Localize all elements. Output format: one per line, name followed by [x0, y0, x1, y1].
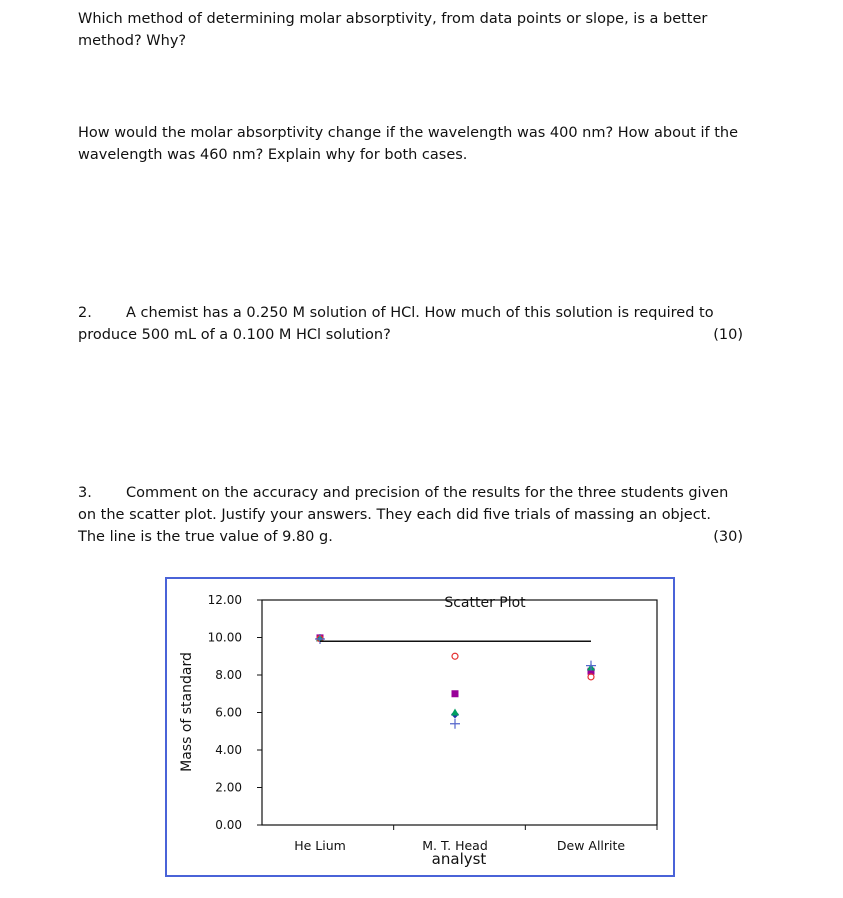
- y-tick-label: 10.00: [207, 630, 242, 645]
- y-tick-label: 12.00: [207, 593, 242, 607]
- y-axis-ticks: [208, 593, 262, 832]
- scatter-chart: [165, 577, 675, 877]
- question-3: [78, 482, 743, 548]
- question-number: 2.: [78, 305, 92, 321]
- y-tick-label: 4.00: [215, 743, 242, 757]
- question-text: on the scatter plot. Justify your answers. They each did five trials of massing an object.: [78, 507, 711, 523]
- y-tick-label: 0.00: [215, 818, 242, 832]
- question-number: 3.: [78, 485, 92, 501]
- question-2: [78, 302, 743, 346]
- question-text: produce 500 mL of a 0.100 M HCl solution?: [78, 327, 391, 343]
- question-points: (30): [713, 529, 743, 545]
- question-text: Comment on the accuracy and precision of the results for the three students given: [126, 485, 729, 501]
- y-tick-label: 6.00: [215, 705, 242, 720]
- question-text: Which method of determining molar absorptivity, from data points or slope, is a better: [78, 11, 708, 27]
- x-axis-categories: [294, 825, 657, 853]
- question-wavelength: [78, 122, 738, 166]
- y-tick-label: 8.00: [215, 668, 242, 682]
- x-category-label: He Lium: [294, 838, 346, 853]
- question-text: A chemist has a 0.250 M solution of HCl. How much of this solution is required to: [126, 305, 714, 321]
- question-text: wavelength was 460 nm? Explain why for both cases.: [78, 147, 468, 163]
- chart-title: Scatter Plot: [444, 595, 526, 611]
- x-category-label: Dew Allrite: [556, 838, 626, 853]
- question-text: method? Why?: [78, 33, 187, 49]
- question-method: [78, 8, 707, 52]
- question-text: How would the molar absorptivity change if the wavelength was 400 nm? How about if the: [78, 125, 739, 141]
- question-points: (10): [713, 327, 743, 343]
- plot-area: [262, 600, 657, 825]
- question-text: The line is the true value of 9.80 g.: [78, 529, 333, 545]
- y-tick-label: 2.00: [215, 780, 242, 795]
- data-point-trial-2: [452, 690, 459, 697]
- y-axis-label: Mass of standard: [179, 652, 195, 772]
- chart-canvas: [167, 579, 673, 875]
- x-axis-label: analyst: [431, 850, 487, 868]
- x-category-label: M. T. Head: [422, 838, 488, 853]
